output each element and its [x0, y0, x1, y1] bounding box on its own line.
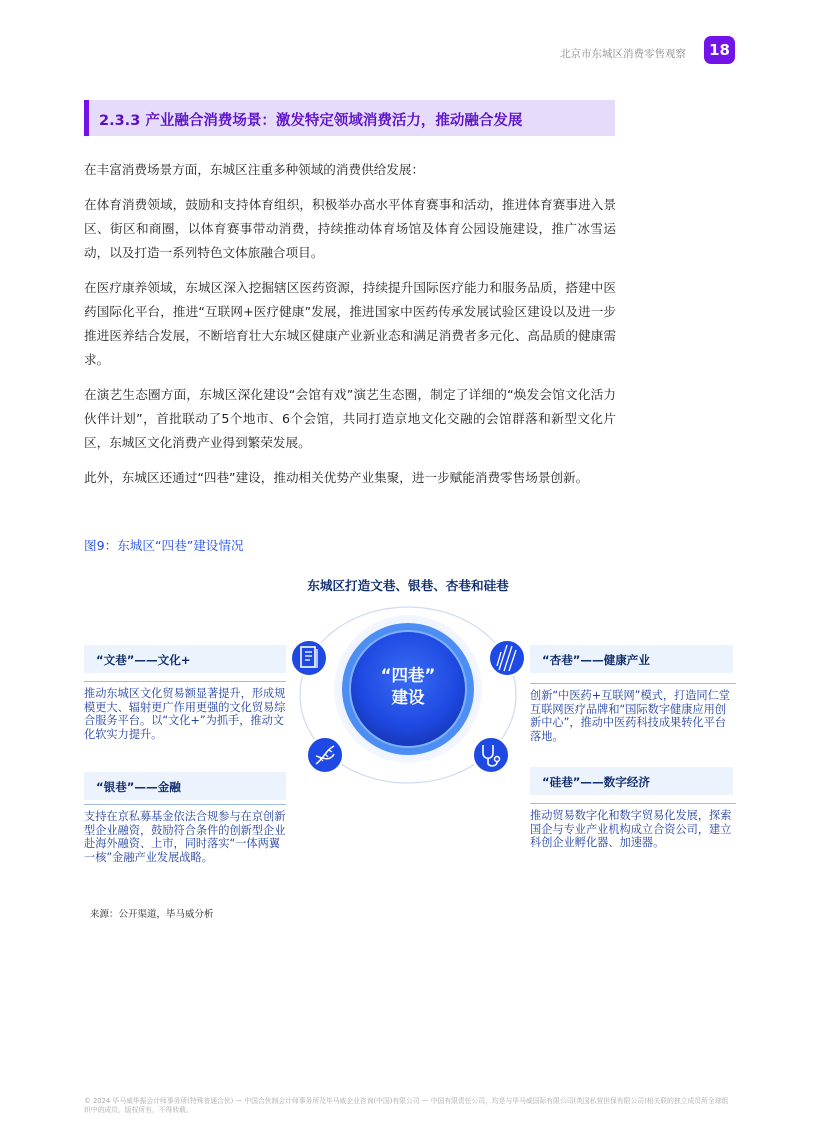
section-heading: [84, 100, 615, 136]
hub-text-line1: “四巷”: [380, 666, 436, 685]
yinxiang-label: “银巷”——金融: [96, 780, 181, 794]
yinxiang-label-box: [84, 772, 286, 800]
acupuncture-needles-icon: [489, 640, 525, 676]
wenxiang-label-box: [84, 645, 286, 673]
wenxiang-label: “文巷”——文化+: [96, 653, 191, 667]
header-title: 北京市东城区消费零售观察: [560, 48, 686, 60]
xingxiang-label: “杏巷”——健康产业: [542, 653, 650, 667]
dna-icon: [307, 737, 343, 773]
guixiang-label: “硅巷”——数字经济: [542, 775, 650, 789]
diagram-title: 东城区打造文巷、银巷、杏巷和硅巷: [307, 578, 509, 593]
paragraph: 在体育消费领域，鼓励和支持体育组织，积极举办高水平体育赛事和活动，推进体育赛事进入景区、街区和商圈，以体育赛事带动消费，持续推动体育场馆及体育公园设施建设，推广冰雪运动，以及打造一系列特色文体旅融合项目。: [84, 197, 616, 260]
section-heading-text: 2.3.3 产业融合消费场景：激发特定领域消费活力，推动融合发展: [99, 113, 523, 129]
wenxiang-description: 推动东城区文化贸易额显著提升，形成规模更大、辐射更广作用更强的文化贸易综合服务平台。以“文化+”为抓手，推动文化软实力提升。: [84, 681, 286, 741]
paragraph: 在医疗康养领域，东城区深入挖掘辖区医药资源，持续提升国际医疗能力和服务品质，搭建中医药国际化平台，推进“互联网+医疗健康”发展，推进国家中医药传承发展试验区建设以及进一步推进医养结合发展，不断培育壮大东城区健康产业新业态和满足消费者多元化、高品质的健康需求。: [84, 280, 616, 367]
paragraph: 此外，东城区还通过“四巷”建设，推动相关优势产业集聚，进一步赋能消费零售场景创新。: [84, 470, 589, 485]
stethoscope-icon: [473, 737, 509, 773]
yinxiang-description: 支持在京私募基金依法合规参与在京创新型企业融资，鼓励符合条件的创新型企业赴海外融资、上市，同时落实“一体两翼一核”金融产业发展战略。: [84, 804, 286, 864]
document-icon: [291, 640, 327, 676]
xingxiang-label-box: [530, 645, 733, 673]
page-number-badge: 18: [704, 36, 735, 64]
footer-copyright: © 2024 毕马威华振会计师事务所(特殊普通合伙) — 中国合伙制会计师事务所及毕马威企业咨询(中国)有限公司 — 中国有限责任公司，均是与毕马威国际有限公司(英国私营担保有限公司)相关联的独立成员所全球组织中的成员。版权所有，不得转载。: [84, 1097, 729, 1114]
figure-caption: 图9：东城区“四巷”建设情况: [84, 538, 244, 553]
body-text: [84, 158, 616, 501]
paragraph: 在丰富消费场景方面，东城区注重多种领域的消费供给发展：: [84, 162, 425, 177]
hub-text-line2: 建设: [391, 688, 425, 707]
four-lanes-hub-diagram: [280, 600, 536, 800]
paragraph: 在演艺生态圈方面，东城区深化建设“会馆有戏”演艺生态圈，制定了详细的“焕发会馆文化活力伙伴计划”，首批联动了5个地市、6个会馆，共同打造京地文化交融的会馆群落和新型文化片区，东城区文化消费产业得到繁荣发展。: [84, 387, 616, 450]
guixiang-label-box: [530, 767, 733, 795]
xingxiang-description: 创新“中医药+互联网”模式，打造同仁堂互联网医疗品牌和“国际数字健康应用创新中心”，推动中医药科技成果转化平台落地。: [530, 683, 736, 743]
guixiang-description: 推动贸易数字化和数字贸易化发展，探索国企与专业产业机构成立合资公司，建立科创企业孵化器、加速器。: [530, 803, 736, 850]
source-note: 来源：公开渠道，毕马威分析: [90, 909, 214, 920]
